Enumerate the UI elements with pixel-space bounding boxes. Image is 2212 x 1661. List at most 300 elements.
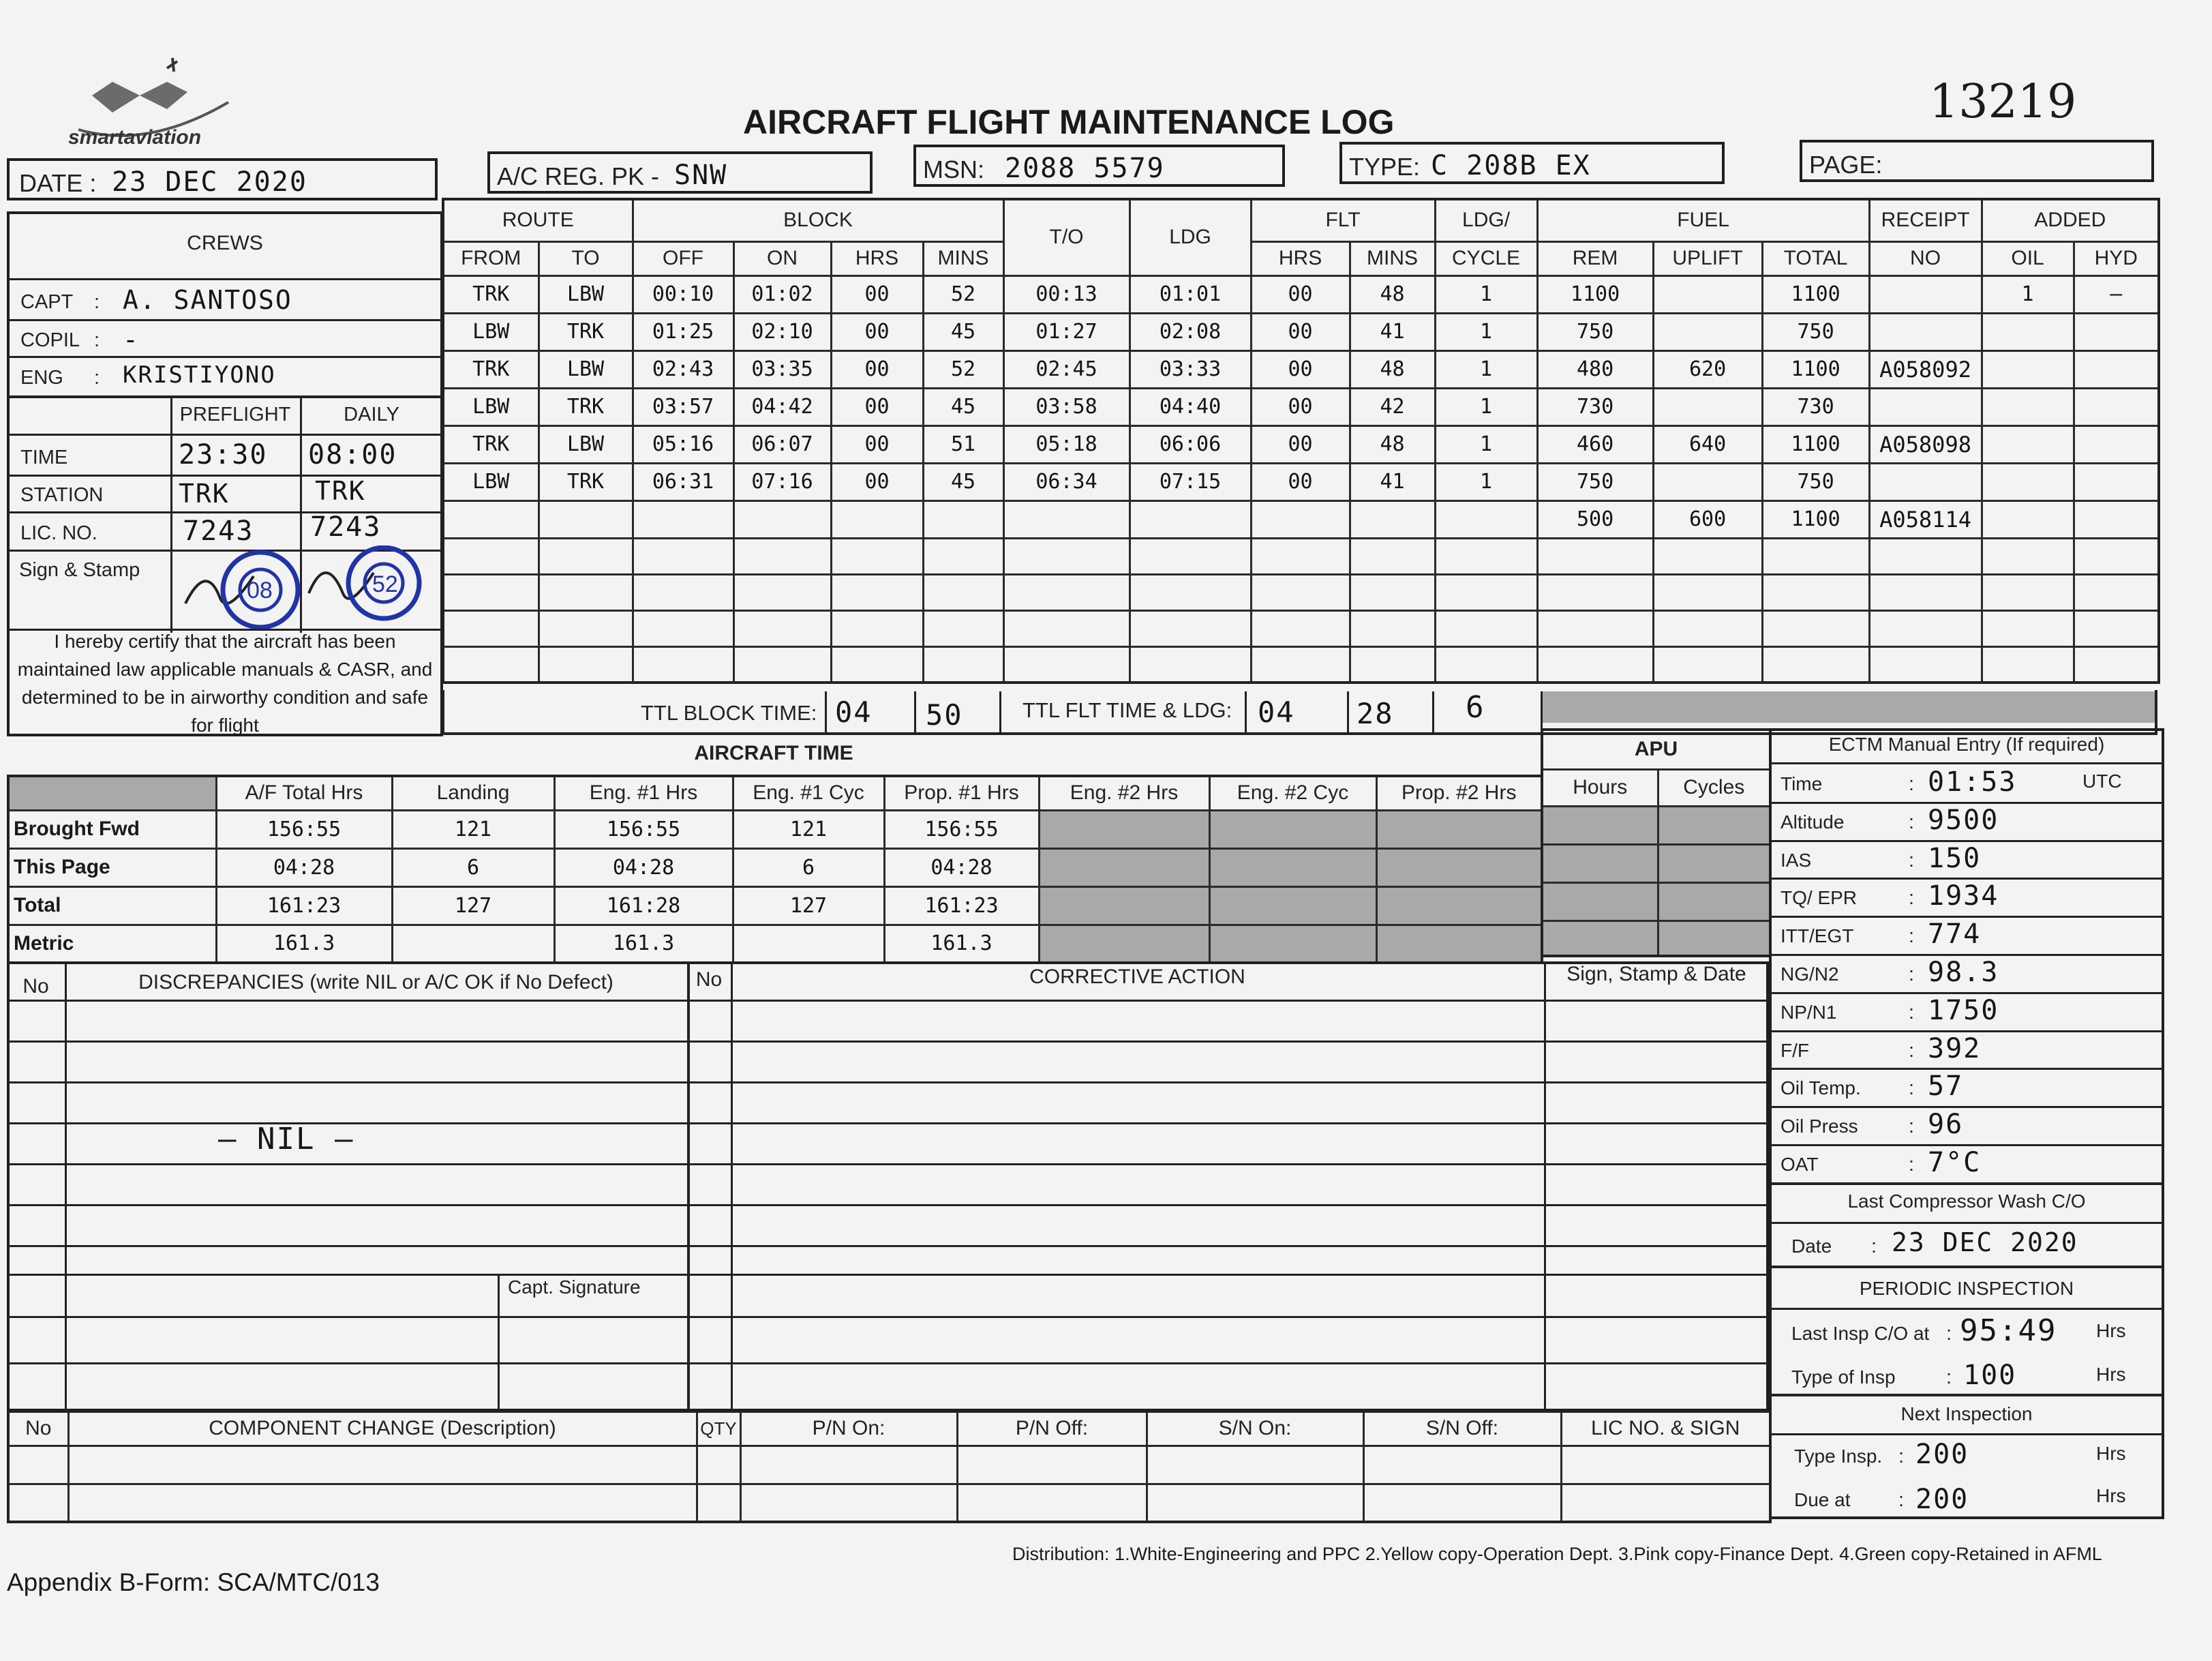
flight-cell-ldg[interactable]: 01:01 [1130, 275, 1251, 313]
flight-cell-hyd[interactable] [2074, 388, 2159, 425]
flight-cell-mins[interactable] [923, 538, 1003, 574]
flight-cell-flt_hrs[interactable] [1251, 646, 1350, 683]
flight-cell-mins[interactable] [923, 646, 1003, 683]
ectm-label: F/F [1781, 1039, 1809, 1061]
flight-cell-hyd[interactable] [2074, 610, 2159, 646]
flight-cell-oil[interactable] [1982, 463, 2074, 500]
ectm-value[interactable]: 96 [1928, 1109, 1964, 1141]
flight-cell-to_t[interactable] [1003, 646, 1130, 683]
flight-cell-rem[interactable]: 750 [1537, 463, 1653, 500]
aircraft-time-cell-eng1_cyc[interactable]: 127 [733, 886, 884, 925]
flight-cell-receipt[interactable] [1869, 538, 1982, 574]
flight-cell-hyd[interactable] [2074, 425, 2159, 463]
flight-cell-cycle[interactable] [1435, 500, 1537, 538]
flight-cell-off[interactable] [633, 500, 733, 538]
aircraft-time-row-label: This Page [8, 848, 216, 886]
next-type-value: 200 [1915, 1439, 1969, 1470]
ectm-rule [1770, 1106, 2163, 1108]
aircraft-time-cell-landing[interactable]: 127 [392, 886, 554, 925]
aircraft-time-cell-eng1_hrs[interactable]: 156:55 [554, 810, 733, 848]
flight-cell-hrs[interactable]: 00 [831, 350, 923, 388]
flight-cell-total[interactable]: 1100 [1762, 425, 1869, 463]
flight-cell-flt_mins[interactable]: 41 [1350, 313, 1435, 350]
flight-cell-total[interactable]: 750 [1762, 463, 1869, 500]
flight-row [443, 500, 2159, 538]
flight-cell-cycle[interactable] [1435, 610, 1537, 646]
flight-cell-rem[interactable]: 500 [1537, 500, 1653, 538]
flight-cell-cycle[interactable] [1435, 574, 1537, 610]
flight-cell-uplift[interactable]: 620 [1653, 350, 1762, 388]
flight-cell-flt_mins[interactable] [1350, 574, 1435, 610]
flight-cell-uplift[interactable] [1653, 538, 1762, 574]
aircraft-time-cell-shaded [1209, 925, 1376, 963]
discrepancy-rule [8, 1041, 1768, 1043]
ectm-colon: : [1909, 811, 1915, 833]
flight-cell-on[interactable] [733, 646, 831, 683]
flight-cell-hrs[interactable]: 00 [831, 313, 923, 350]
flight-cell-oil[interactable]: 1 [1982, 275, 2074, 313]
flight-cell-on[interactable]: 06:07 [733, 425, 831, 463]
flight-cell-receipt[interactable] [1869, 610, 1982, 646]
flight-cell-rem[interactable]: 1100 [1537, 275, 1653, 313]
flight-cell-from[interactable] [443, 646, 539, 683]
flight-cell-from[interactable]: LBW [443, 313, 539, 350]
flight-cell-uplift[interactable]: 600 [1653, 500, 1762, 538]
type-value: C 208B EX [1431, 150, 1591, 181]
flight-cell-from[interactable]: LBW [443, 463, 539, 500]
flight-cell-total[interactable] [1762, 538, 1869, 574]
flight-cell-from[interactable]: LBW [443, 388, 539, 425]
flight-cell-to[interactable] [539, 500, 633, 538]
flight-cell-hyd[interactable] [2074, 500, 2159, 538]
aircraft-time-table: A/F Total Hrs Landing Eng. #1 Hrs Eng. #1 Cyc Prop. #1 Hrs Eng. #2 Hrs Eng. #2 Cyc Prop. #2 Hrs Brought Fwd 156:55 121 156:55 121 156:55 This Page 04:28 6 04:28 6 04:28 Total 161:23 127 161:28 127 161:23 Metric 161.3 161.3 161.3 [7, 775, 1543, 964]
flight-cell-ldg[interactable]: 03:33 [1130, 350, 1251, 388]
flight-cell-flt_mins[interactable]: 48 [1350, 425, 1435, 463]
type-field[interactable]: TYPE: C 208B EX [1339, 142, 1725, 184]
flight-cell-flt_hrs[interactable]: 00 [1251, 275, 1350, 313]
daily-lic: 7243 [310, 511, 382, 543]
flight-cell-rem[interactable]: 730 [1537, 388, 1653, 425]
ectm-label: Time [1781, 773, 1823, 794]
flight-cell-to_t[interactable] [1003, 610, 1130, 646]
daily-station: TRK [315, 476, 366, 506]
flight-cell-ldg[interactable] [1130, 610, 1251, 646]
flight-cell-flt_mins[interactable] [1350, 646, 1435, 683]
flight-cell-rem[interactable]: 460 [1537, 425, 1653, 463]
flight-cell-on[interactable] [733, 500, 831, 538]
flight-cell-uplift[interactable] [1653, 313, 1762, 350]
type-insp-value: 100 [1963, 1360, 2017, 1391]
flight-cell-on[interactable]: 07:16 [733, 463, 831, 500]
flight-cell-to[interactable] [539, 574, 633, 610]
aircraft-time-cell-shaded [1039, 810, 1209, 848]
flight-cell-flt_hrs[interactable]: 00 [1251, 388, 1350, 425]
page-field[interactable]: PAGE: [1800, 140, 2154, 182]
flight-cell-oil[interactable] [1982, 500, 2074, 538]
discrepancies-section [7, 961, 1769, 1411]
ectm-colon: : [1909, 1077, 1915, 1100]
flight-row [443, 350, 2159, 388]
flight-cell-to[interactable]: LBW [539, 425, 633, 463]
aircraft-time-cell-prop1[interactable]: 156:55 [884, 810, 1039, 848]
flight-cell-ldg[interactable]: 02:08 [1130, 313, 1251, 350]
flight-cell-total[interactable]: 1100 [1762, 350, 1869, 388]
svg-text:08: 08 [247, 578, 273, 603]
flight-cell-uplift[interactable] [1653, 574, 1762, 610]
aircraft-time-cell-prop1[interactable]: 161:23 [884, 886, 1039, 925]
ectm-value[interactable]: 1750 [1928, 994, 1999, 1026]
ectm-rule [1770, 878, 2163, 880]
flight-cell-to_t[interactable] [1003, 538, 1130, 574]
ectm-rule [1770, 840, 2163, 842]
flight-cell-off[interactable]: 02:43 [633, 350, 733, 388]
flight-cell-uplift[interactable]: 640 [1653, 425, 1762, 463]
ectm-colon: : [1909, 887, 1915, 910]
flight-cell-on[interactable] [733, 538, 831, 574]
flight-cell-to[interactable] [539, 610, 633, 646]
flight-cell-flt_hrs[interactable] [1251, 610, 1350, 646]
flight-cell-rem[interactable] [1537, 574, 1653, 610]
ectm-value[interactable]: 9500 [1928, 804, 1999, 836]
ectm-label: NP/N1 [1781, 1001, 1837, 1023]
ectm-value[interactable]: 01:53 [1928, 766, 2017, 798]
flight-cell-rem[interactable] [1537, 610, 1653, 646]
flight-cell-to_t[interactable]: 05:18 [1003, 425, 1130, 463]
flight-cell-cycle[interactable]: 1 [1435, 463, 1537, 500]
stamp-icon [305, 545, 435, 631]
ectm-rule [1770, 916, 2163, 918]
flight-cell-hyd[interactable] [2074, 574, 2159, 610]
flight-cell-off[interactable]: 01:25 [633, 313, 733, 350]
stamp-icon [179, 549, 308, 634]
flight-cell-off[interactable]: 06:31 [633, 463, 733, 500]
ectm-rule [1770, 1144, 2163, 1146]
flight-cell-hrs[interactable]: 00 [831, 425, 923, 463]
ectm-value[interactable]: 1934 [1928, 880, 1999, 912]
aircraft-time-cell-shaded [1039, 925, 1209, 963]
flight-cell-uplift[interactable] [1653, 610, 1762, 646]
flight-cell-to_t[interactable]: 06:34 [1003, 463, 1130, 500]
flight-cell-hyd[interactable] [2074, 350, 2159, 388]
last-insp-value: 95:49 [1960, 1313, 2057, 1348]
flight-cell-oil[interactable] [1982, 425, 2074, 463]
flight-cell-flt_mins[interactable]: 48 [1350, 275, 1435, 313]
flight-cell-receipt[interactable]: A058092 [1869, 350, 1982, 388]
flight-cell-on[interactable]: 01:02 [733, 275, 831, 313]
flight-cell-hyd[interactable] [2074, 463, 2159, 500]
flight-cell-total[interactable]: 1100 [1762, 275, 1869, 313]
flight-cell-to_t[interactable]: 00:13 [1003, 275, 1130, 313]
flight-cell-total[interactable] [1762, 646, 1869, 683]
flight-cell-mins[interactable]: 51 [923, 425, 1003, 463]
flight-cell-on[interactable] [733, 574, 831, 610]
ectm-value[interactable]: 7°C [1928, 1147, 1982, 1178]
flight-cell-on[interactable] [733, 610, 831, 646]
ttl-block-hrs: 04 [835, 695, 873, 729]
flight-cell-flt_hrs[interactable] [1251, 538, 1350, 574]
flight-cell-receipt[interactable] [1869, 313, 1982, 350]
flight-cell-from[interactable]: TRK [443, 425, 539, 463]
aircraft-time-cell-eng1_cyc[interactable]: 6 [733, 848, 884, 886]
flight-cell-from[interactable]: TRK [443, 350, 539, 388]
ectm-label: Oil Press [1781, 1116, 1858, 1137]
aircraft-time-cell-landing[interactable]: 121 [392, 810, 554, 848]
flight-cell-off[interactable] [633, 646, 733, 683]
flight-cell-to[interactable]: LBW [539, 275, 633, 313]
flight-cell-hrs[interactable]: 00 [831, 463, 923, 500]
flight-cell-on[interactable]: 04:42 [733, 388, 831, 425]
aircraft-time-cell-eng1_cyc[interactable] [733, 925, 884, 963]
flight-cell-hrs[interactable] [831, 646, 923, 683]
msn-value: 2088 5579 [1005, 153, 1165, 184]
flight-cell-to_t[interactable]: 01:27 [1003, 313, 1130, 350]
serial-number: 13219 [1929, 75, 2077, 129]
certify-text: I hereby certify that the aircraft has been maintained law applicable manuals & CASR, and determined to be in airworthy condition and safe for flight [17, 631, 433, 736]
flight-cell-oil[interactable] [1982, 313, 2074, 350]
flight-cell-uplift[interactable] [1653, 646, 1762, 683]
flight-cell-uplift[interactable] [1653, 463, 1762, 500]
form-title: AIRCRAFT FLIGHT MAINTENANCE LOG [743, 103, 1395, 141]
ectm-value[interactable]: 774 [1928, 918, 1982, 951]
flight-cell-hyd[interactable] [2074, 313, 2159, 350]
flight-cell-to[interactable]: TRK [539, 388, 633, 425]
flight-cell-rem[interactable] [1537, 538, 1653, 574]
flight-cell-off[interactable] [633, 538, 733, 574]
flight-cell-hrs[interactable] [831, 610, 923, 646]
flight-cell-on[interactable]: 03:35 [733, 350, 831, 388]
ectm-label: NG/N2 [1781, 963, 1839, 985]
ectm-label: IAS [1781, 849, 1812, 871]
aircraft-time-title: AIRCRAFT TIME [694, 742, 853, 764]
preflight-station: TRK [179, 479, 230, 509]
aircraft-time-cell-shaded [1376, 848, 1542, 886]
flight-cell-uplift[interactable] [1653, 388, 1762, 425]
aircraft-time-cell-eng1_hrs[interactable]: 04:28 [554, 848, 733, 886]
flight-cell-receipt[interactable]: A058098 [1869, 425, 1982, 463]
flight-cell-ldg[interactable]: 06:06 [1130, 425, 1251, 463]
flight-cell-flt_hrs[interactable]: 00 [1251, 313, 1350, 350]
aircraft-time-cell-af[interactable]: 161:23 [216, 886, 392, 925]
flight-cell-to[interactable]: TRK [539, 463, 633, 500]
flight-cell-flt_hrs[interactable]: 00 [1251, 350, 1350, 388]
discrepancy-entry: — NIL — [218, 1122, 354, 1156]
flight-row [443, 463, 2159, 500]
flight-cell-flt_mins[interactable]: 41 [1350, 463, 1435, 500]
ectm-value[interactable]: 98.3 [1928, 957, 1999, 988]
logo-text: smartaviation [68, 126, 202, 149]
flight-cell-to[interactable] [539, 646, 633, 683]
ectm-label: OAT [1781, 1154, 1819, 1175]
due-at-value: 200 [1915, 1484, 1969, 1515]
aircraft-time-row [8, 810, 1542, 848]
flight-row [443, 313, 2159, 350]
flight-cell-ldg[interactable] [1130, 574, 1251, 610]
ectm-value[interactable]: 57 [1928, 1071, 1964, 1103]
flight-cell-flt_mins[interactable]: 42 [1350, 388, 1435, 425]
flight-cell-from[interactable] [443, 610, 539, 646]
flight-cell-oil[interactable] [1982, 646, 2074, 683]
flight-row [443, 646, 2159, 683]
ectm-unit: UTC [2082, 770, 2122, 792]
ectm-rule [1770, 954, 2163, 956]
aircraft-time-cell-prop1[interactable]: 161.3 [884, 925, 1039, 963]
flight-cell-mins[interactable]: 45 [923, 313, 1003, 350]
flight-cell-oil[interactable] [1982, 538, 2074, 574]
ectm-colon: : [1909, 773, 1915, 795]
date-field[interactable]: DATE : 23 DEC 2020 [7, 158, 438, 200]
flight-cell-cycle[interactable]: 1 [1435, 350, 1537, 388]
aircraft-time-cell-shaded [1376, 886, 1542, 925]
flight-cell-to[interactable]: LBW [539, 350, 633, 388]
flight-cell-hyd[interactable]: — [2074, 275, 2159, 313]
flight-cell-on[interactable]: 02:10 [733, 313, 831, 350]
company-logo [65, 55, 242, 157]
flight-cell-receipt[interactable] [1869, 646, 1982, 683]
signature-stamp [179, 549, 308, 634]
ttl-block-mins: 50 [926, 698, 963, 732]
flight-cell-cycle[interactable]: 1 [1435, 313, 1537, 350]
flight-cell-mins[interactable]: 52 [923, 275, 1003, 313]
flight-cell-off[interactable]: 00:10 [633, 275, 733, 313]
flight-cell-to_t[interactable] [1003, 574, 1130, 610]
captain-name: A. SANTOSO [123, 285, 292, 315]
flight-cell-total[interactable] [1762, 574, 1869, 610]
msn-field[interactable]: MSN: 2088 5579 [913, 145, 1285, 187]
flight-cell-oil[interactable] [1982, 610, 2074, 646]
flight-row [443, 425, 2159, 463]
flight-cell-flt_hrs[interactable]: 00 [1251, 425, 1350, 463]
aircraft-time-cell-landing[interactable] [392, 925, 554, 963]
flight-cell-rem[interactable]: 750 [1537, 313, 1653, 350]
ectm-rule [1770, 1068, 2163, 1070]
flight-cell-receipt[interactable] [1869, 463, 1982, 500]
flight-cell-uplift[interactable] [1653, 275, 1762, 313]
flight-cell-mins[interactable] [923, 500, 1003, 538]
ectm-colon: : [1909, 1154, 1915, 1176]
flight-cell-off[interactable]: 05:16 [633, 425, 733, 463]
ttl-flt-mins: 28 [1357, 697, 1394, 730]
flight-cell-total[interactable]: 750 [1762, 313, 1869, 350]
flight-cell-hrs[interactable]: 00 [831, 275, 923, 313]
flight-cell-mins[interactable] [923, 574, 1003, 610]
ectm-colon: : [1909, 925, 1915, 948]
flight-cell-flt_hrs[interactable] [1251, 574, 1350, 610]
flight-cell-receipt[interactable] [1869, 275, 1982, 313]
flight-cell-hyd[interactable] [2074, 646, 2159, 683]
reg-value: SNW [674, 160, 728, 191]
aircraft-time-cell-eng1_hrs[interactable]: 161:28 [554, 886, 733, 925]
flight-cell-mins[interactable]: 45 [923, 388, 1003, 425]
flight-cell-flt_hrs[interactable]: 00 [1251, 463, 1350, 500]
flight-cell-hrs[interactable]: 00 [831, 388, 923, 425]
flight-cell-total[interactable]: 1100 [1762, 500, 1869, 538]
flight-cell-ldg[interactable] [1130, 646, 1251, 683]
flight-cell-to[interactable] [539, 538, 633, 574]
flight-cell-off[interactable] [633, 610, 733, 646]
appendix-label: Appendix B-Form: SCA/MTC/013 [7, 1568, 380, 1596]
aircraft-time-cell-shaded [1376, 810, 1542, 848]
flight-cell-ldg[interactable]: 07:15 [1130, 463, 1251, 500]
flight-cell-cycle[interactable]: 1 [1435, 425, 1537, 463]
ectm-label: Oil Temp. [1781, 1077, 1861, 1099]
flight-cell-from[interactable] [443, 574, 539, 610]
aircraft-time-cell-af[interactable]: 161.3 [216, 925, 392, 963]
ectm-label: Altitude [1781, 811, 1845, 833]
flight-cell-total[interactable]: 730 [1762, 388, 1869, 425]
aircraft-time-cell-eng1_hrs[interactable]: 161.3 [554, 925, 733, 963]
flight-cell-rem[interactable]: 480 [1537, 350, 1653, 388]
flight-cell-to_t[interactable]: 02:45 [1003, 350, 1130, 388]
flight-cell-cycle[interactable]: 1 [1435, 388, 1537, 425]
flight-cell-receipt[interactable] [1869, 574, 1982, 610]
aircraft-time-cell-eng1_cyc[interactable]: 121 [733, 810, 884, 848]
flight-cell-oil[interactable] [1982, 350, 2074, 388]
flight-cell-off[interactable] [633, 574, 733, 610]
flight-cell-hrs[interactable] [831, 500, 923, 538]
flight-cell-flt_mins[interactable] [1350, 500, 1435, 538]
aircraft-time-cell-af[interactable]: 156:55 [216, 810, 392, 848]
date-value: 23 DEC 2020 [112, 166, 307, 198]
flight-cell-to[interactable]: TRK [539, 313, 633, 350]
flight-cell-total[interactable] [1762, 610, 1869, 646]
aircraft-time-cell-af[interactable]: 04:28 [216, 848, 392, 886]
flight-cell-mins[interactable]: 52 [923, 350, 1003, 388]
flight-cell-cycle[interactable] [1435, 538, 1537, 574]
flight-cell-receipt[interactable]: A058114 [1869, 500, 1982, 538]
flight-cell-to_t[interactable]: 03:58 [1003, 388, 1130, 425]
ectm-value[interactable]: 150 [1928, 842, 1982, 874]
flight-cell-flt_hrs[interactable] [1251, 500, 1350, 538]
flight-cell-ldg[interactable] [1130, 500, 1251, 538]
flight-cell-mins[interactable] [923, 610, 1003, 646]
component-change-table: No COMPONENT CHANGE (Description) QTY P/N On: P/N Off: S/N On: S/N Off: LIC NO. & SIGN [7, 1410, 1772, 1523]
flight-cell-off[interactable]: 03:57 [633, 388, 733, 425]
flight-cell-ldg[interactable] [1130, 538, 1251, 574]
flight-cell-from[interactable] [443, 538, 539, 574]
preflight-time: 23:30 [179, 439, 268, 470]
flight-cell-mins[interactable]: 45 [923, 463, 1003, 500]
aircraft-time-cell-shaded [1209, 886, 1376, 925]
flight-cell-flt_mins[interactable]: 48 [1350, 350, 1435, 388]
flight-cell-flt_mins[interactable] [1350, 610, 1435, 646]
discrepancy-rule [8, 1000, 1768, 1002]
flight-cell-hrs[interactable] [831, 574, 923, 610]
ectm-colon: : [1909, 1001, 1915, 1023]
ectm-value[interactable]: 392 [1928, 1032, 1982, 1064]
flight-cell-to_t[interactable] [1003, 500, 1130, 538]
flight-cell-cycle[interactable]: 1 [1435, 275, 1537, 313]
flight-cell-ldg[interactable]: 04:40 [1130, 388, 1251, 425]
flight-cell-receipt[interactable] [1869, 388, 1982, 425]
reg-field[interactable]: A/C REG. PK - SNW [487, 151, 873, 194]
flight-cell-oil[interactable] [1982, 574, 2074, 610]
flight-cell-hrs[interactable] [831, 538, 923, 574]
ectm-colon: : [1909, 849, 1915, 871]
discrepancy-rule [8, 1204, 1768, 1206]
aircraft-time-cell-prop1[interactable]: 04:28 [884, 848, 1039, 886]
flight-cell-rem[interactable] [1537, 646, 1653, 683]
distribution-note: Distribution: 1.White-Engineering and PPC 2.Yellow copy-Operation Dept. 3.Pink copy-Finance Dept. 4.Green copy-Retained in AFML [1012, 1544, 2102, 1564]
ttl-flt-hrs: 04 [1258, 695, 1295, 729]
ectm-colon: : [1909, 963, 1915, 985]
flight-cell-cycle[interactable] [1435, 646, 1537, 683]
flight-cell-from[interactable]: TRK [443, 275, 539, 313]
flight-cell-from[interactable] [443, 500, 539, 538]
flight-cell-hyd[interactable] [2074, 538, 2159, 574]
aircraft-time-cell-landing[interactable]: 6 [392, 848, 554, 886]
flight-cell-flt_mins[interactable] [1350, 538, 1435, 574]
flight-cell-oil[interactable] [1982, 388, 2074, 425]
